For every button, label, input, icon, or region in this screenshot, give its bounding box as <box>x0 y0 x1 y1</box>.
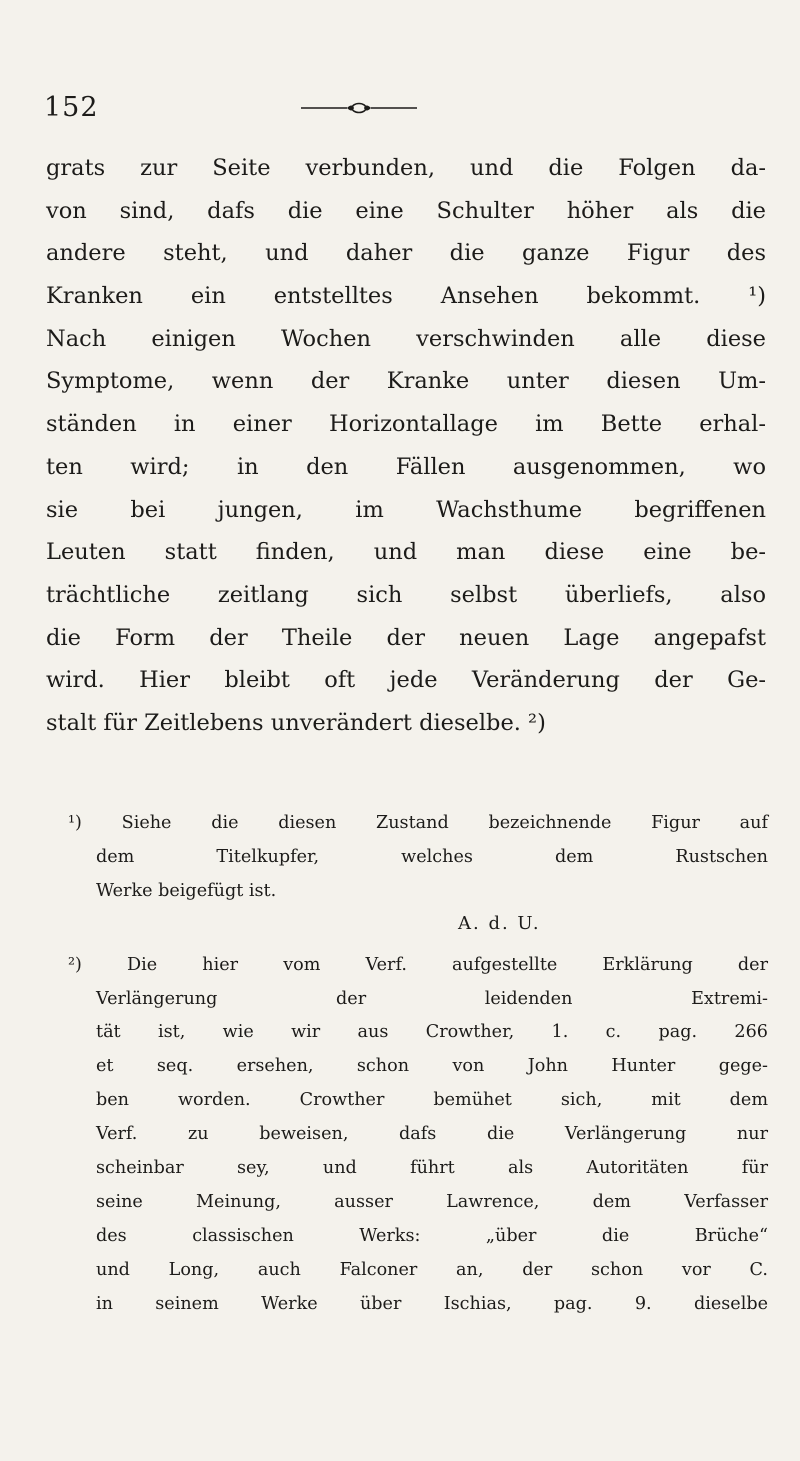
footnotes <box>68 807 768 1321</box>
footnote-signature: A. d. U. <box>458 912 541 934</box>
page-number: 152 <box>44 92 99 123</box>
footnote-line: und Long, auch Falconer an, der schon vor C. <box>96 1259 768 1280</box>
footnote-line: ¹) Siehe die diesen Zustand bezeichnende Figur auf <box>68 813 768 833</box>
text-line: die Form der Theile der neuen Lage angepafst <box>46 624 766 651</box>
page-header <box>44 92 744 132</box>
main-text <box>46 147 766 745</box>
text-line: ten wird; in den Fällen ausgenommen, wo <box>46 453 766 480</box>
footnote-2 <box>68 949 768 1322</box>
footnote-line: Verf. zu beweisen, dafs die Verlängerung nur <box>96 1124 768 1145</box>
text-line: Kranken ein entstelltes Ansehen bekommt. ¹) <box>46 283 766 310</box>
text-line: ständen in einer Horizontallage im Bette erhal- <box>46 411 766 438</box>
footnote-line: ²) Die hier vom Verf. aufgestellte Erklärung der <box>68 954 768 975</box>
text-line: trächtliche zeitlang sich selbst überliefs, also <box>46 581 766 608</box>
text-line: wird. Hier bleibt oft jede Veränderung der Ge- <box>46 667 766 694</box>
footnote-line: dem Titelkupfer, welches dem Rustschen <box>96 846 768 867</box>
footnote-line: tät ist, wie wir aus Crowther, 1. c. pag. 266 <box>96 1022 768 1043</box>
text-line: Leuten statt finden, und man diese eine be- <box>46 539 766 566</box>
footnote-line: et seq. ersehen, schon von John Hunter gege- <box>96 1056 768 1077</box>
text-line: Symptome, wenn der Kranke unter diesen Um- <box>46 368 766 395</box>
footnote-line: ben worden. Crowther bemühet sich, mit dem <box>96 1090 768 1111</box>
footnote-1 <box>68 807 768 939</box>
footnote-line: des classischen Werks: „über die Brüche“ <box>96 1225 768 1246</box>
text-line: andere steht, und daher die ganze Figur des <box>46 240 766 267</box>
text-line: grats zur Seite verbunden, und die Folgen da- <box>46 155 766 181</box>
footnote-line: in seinem Werke über Ischias, pag. 9. dieselbe <box>96 1293 768 1314</box>
text-line: von sind, dafs die eine Schulter höher als die <box>46 197 766 224</box>
text-line: sie bei jungen, im Wachsthume begriffenen <box>46 496 766 523</box>
header-ornament <box>299 102 419 114</box>
text-line: stalt für Zeitlebens unverändert dieselbe. ²) <box>46 709 546 736</box>
footnote-line: scheinbar sey, und führt als Autoritäten für <box>96 1158 768 1179</box>
footnote-line: Werke beigefügt ist. <box>96 880 277 901</box>
footnote-line: seine Meinung, ausser Lawrence, dem Verfasser <box>96 1191 768 1212</box>
text-line: Nach einigen Wochen verschwinden alle diese <box>46 325 766 352</box>
footnote-line: Verlängerung der leidenden Extremi- <box>96 988 768 1009</box>
